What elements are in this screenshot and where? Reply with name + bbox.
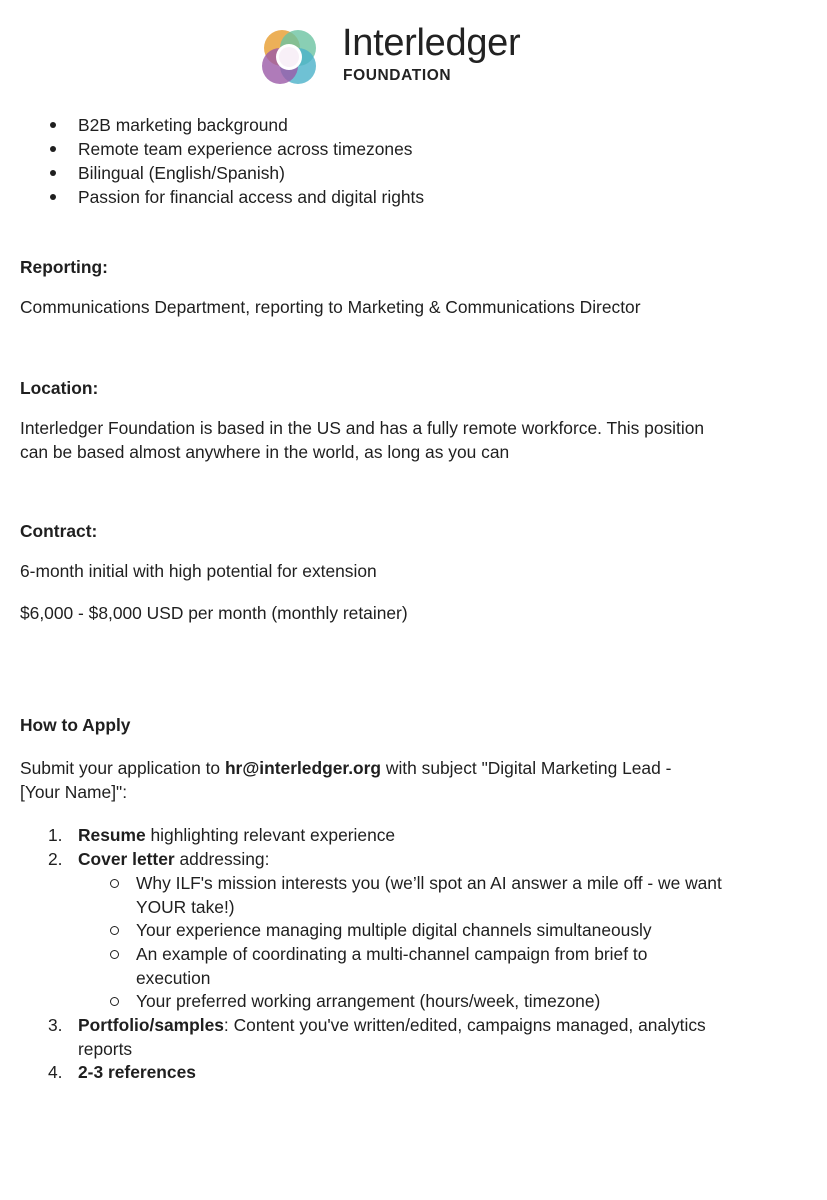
list-item: Remote team experience across timezones (78, 139, 413, 159)
circle-bullet-icon (110, 997, 119, 1006)
logo-wordmark: Interledger (342, 22, 521, 64)
reporting-text: Communications Department, reporting to Marketing & Communications Director (20, 297, 641, 317)
bullet-icon (50, 122, 56, 128)
list-item: Bilingual (English/Spanish) (78, 163, 285, 183)
apply-intro-post: with subject "Digital Marketing Lead - (381, 758, 672, 778)
step-bold-label: 2-3 references (78, 1062, 196, 1082)
list-item: Passion for financial access and digital rights (78, 187, 425, 207)
step-number: 1. (48, 825, 63, 845)
step-item-cover-letter (78, 847, 269, 871)
contract-heading: Contract: (20, 521, 98, 541)
circle-bullet-icon (110, 950, 119, 959)
apply-intro-line-2: [Your Name]": (20, 782, 128, 802)
bullet-icon (50, 146, 56, 152)
list-item: B2B marketing background (78, 115, 288, 135)
step-number: 2. (48, 849, 63, 869)
sub-list-item: Your preferred working arrangement (hours/week, timezone) (136, 991, 601, 1011)
location-text-line-2: can be based almost anywhere in the world, as long as you can (20, 442, 510, 462)
bullet-icon (50, 170, 56, 176)
step-number: 4. (48, 1062, 63, 1082)
sub-list-item-continued: YOUR take!) (136, 897, 235, 917)
step-bold-label: Cover letter (78, 849, 175, 869)
contract-pay: $6,000 - $8,000 USD per month (monthly retainer) (20, 603, 408, 623)
sub-list-item: Why ILF's mission interests you (we’ll spot an AI answer a mile off - we want (136, 873, 722, 893)
apply-intro-line-1 (20, 756, 671, 780)
reporting-heading: Reporting: (20, 257, 108, 277)
contract-term: 6-month initial with high potential for extension (20, 561, 377, 581)
step-item-portfolio-continued: reports (78, 1039, 133, 1059)
apply-heading: How to Apply (20, 715, 131, 735)
step-bold-label: Resume (78, 825, 146, 845)
step-item-references (78, 1060, 196, 1084)
location-text-line-1: Interledger Foundation is based in the US and has a fully remote workforce. This position (20, 418, 705, 438)
interledger-logo-mark-icon (258, 26, 320, 88)
apply-intro-pre: Submit your application to (20, 758, 225, 778)
step-text: highlighting relevant experience (145, 825, 396, 845)
logo-subtitle: FOUNDATION (343, 67, 452, 84)
step-bold-label: Portfolio/samples (78, 1015, 224, 1035)
step-item-resume (78, 823, 395, 847)
apply-email-link[interactable]: hr@interledger.org (224, 758, 382, 778)
step-text: addressing: (174, 849, 270, 869)
bullet-icon (50, 194, 56, 200)
step-item-portfolio (78, 1013, 706, 1037)
step-text: : Content you've written/edited, campaigns managed, analytics (223, 1015, 706, 1035)
location-heading: Location: (20, 378, 99, 398)
circle-bullet-icon (110, 879, 119, 888)
interledger-logo (258, 24, 548, 90)
circle-bullet-icon (110, 926, 119, 935)
sub-list-item: Your experience managing multiple digital channels simultaneously (136, 920, 652, 940)
sub-list-item: An example of coordinating a multi-channel campaign from brief to (136, 944, 648, 964)
sub-list-item-continued: execution (136, 968, 211, 988)
step-number: 3. (48, 1015, 63, 1035)
